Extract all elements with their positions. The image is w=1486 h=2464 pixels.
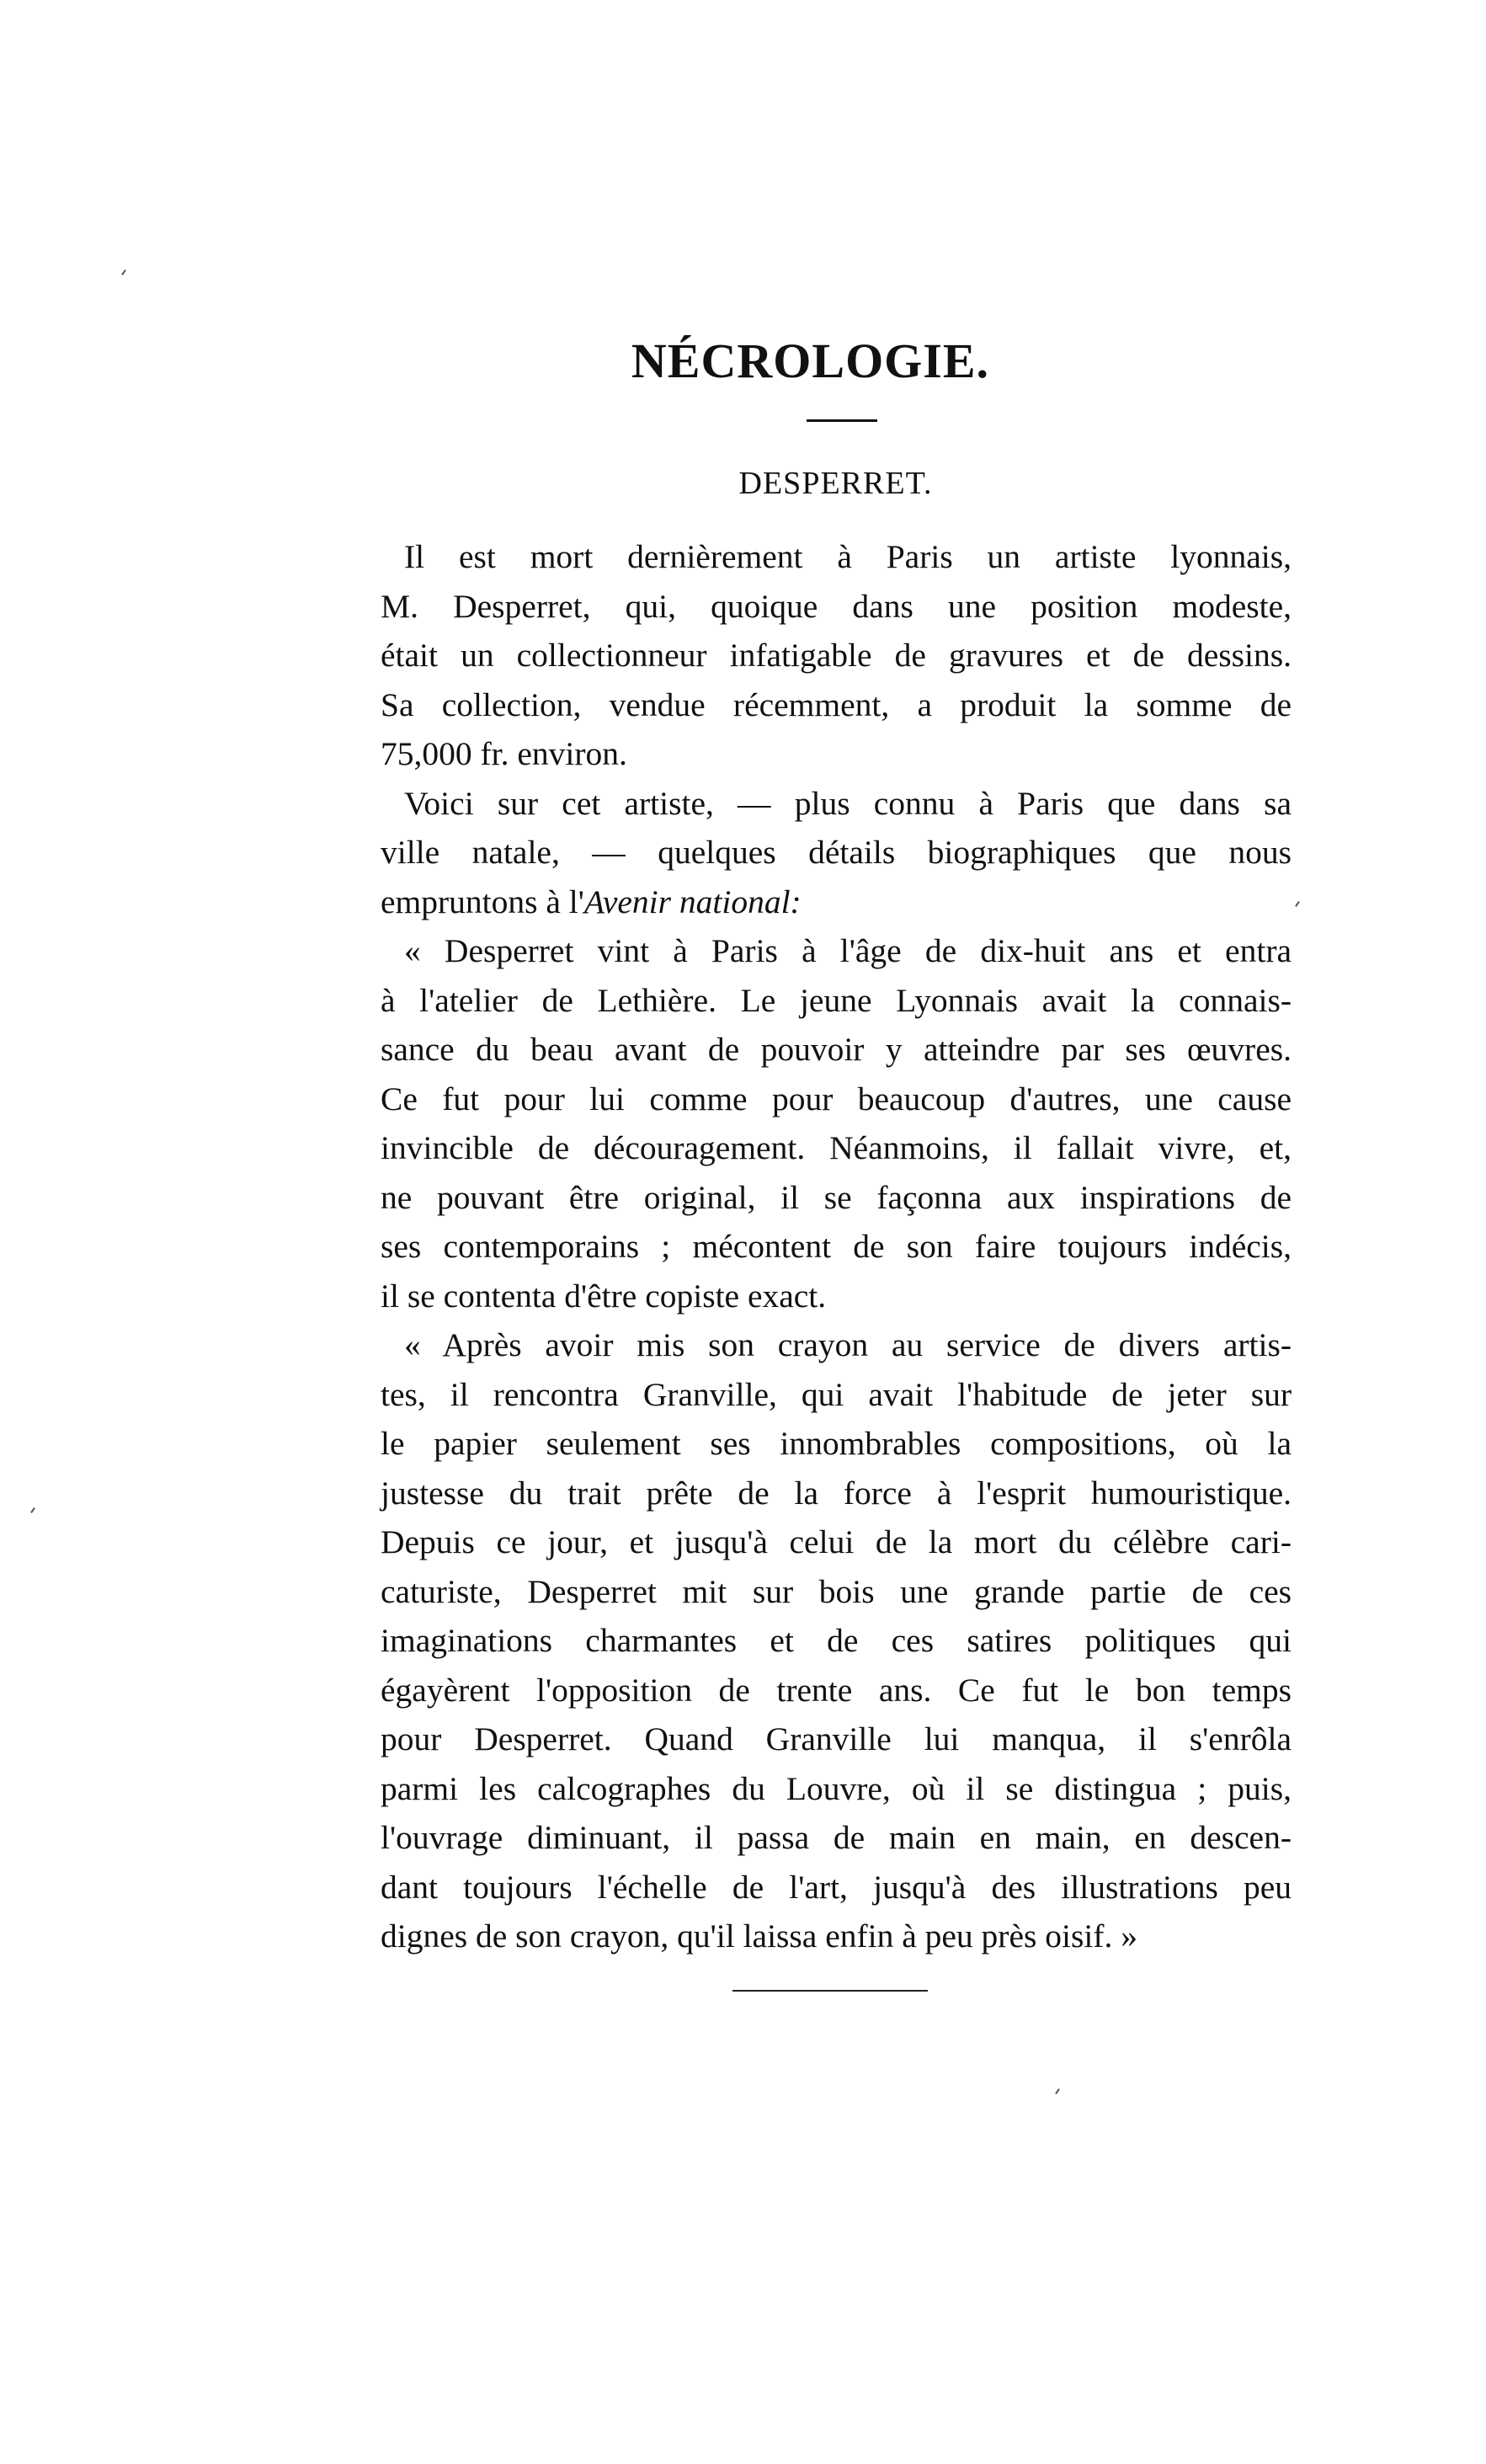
text-line: [381, 926, 1292, 976]
text-line-content: ville natale, — quelques détails biographiques que nous: [381, 834, 1292, 871]
text-line-content: Voici sur cet artiste, — plus connu à Paris que dans sa: [404, 784, 1292, 822]
section-subtitle: DESPERRET.: [738, 466, 933, 501]
page-title: NÉCROLOGIE.: [631, 333, 990, 388]
text-line-content: justesse du trait prête de la force à l'esprit humouristique.: [381, 1474, 1292, 1512]
text-line: [381, 1715, 1292, 1764]
text-line: [381, 729, 1292, 779]
text-line: [381, 1173, 1292, 1223]
text-line: [381, 1123, 1292, 1173]
text-line-content: pour Desperret. Quand Granville lui manqua, il s'enrôla: [381, 1720, 1292, 1757]
text-line: [381, 631, 1292, 680]
text-line-content: caturiste, Desperret mit sur bois une grande partie de ces: [381, 1572, 1292, 1610]
italic-source-name: Avenir national:: [583, 883, 802, 920]
closing-divider: [732, 1990, 928, 1992]
text-line: [381, 779, 1292, 829]
text-line: [381, 976, 1292, 1026]
text-line-content: Depuis ce jour, et jusqu'à celui de la mort du célèbre cari-: [381, 1523, 1292, 1560]
text-line: [381, 1517, 1292, 1567]
text-line: [381, 1567, 1292, 1617]
text-line-content: à l'atelier de Lethière. Le jeune Lyonnais avait la connais-: [381, 981, 1292, 1019]
text-line-content: égayèrent l'opposition de trente ans. Ce fut le bon temps: [381, 1671, 1292, 1709]
text-line-content: imaginations charmantes et de ces satires politiques qui: [381, 1622, 1292, 1659]
text-line: [381, 1075, 1292, 1124]
paper-speck: [121, 269, 126, 275]
text-line: [381, 1863, 1292, 1912]
text-line-content: ses contemporains ; mécontent de son faire toujours indécis,: [381, 1228, 1292, 1265]
text-line-content: Ce fut pour lui comme pour beaucoup d'autres, une cause: [381, 1080, 1292, 1117]
paper-speck: [1295, 901, 1300, 907]
text-line: [381, 1469, 1292, 1518]
paper-speck: [30, 1507, 35, 1513]
text-line-content: était un collectionneur infatigable de gravures et de dessins.: [381, 637, 1292, 674]
text-line-content: le papier seulement ses innombrables compositions, où la: [381, 1425, 1292, 1462]
text-line: [381, 1912, 1292, 1961]
text-line: [381, 1764, 1292, 1814]
text-line-content: 75,000 fr. environ.: [381, 735, 627, 772]
text-line-content: dant toujours l'échelle de l'art, jusqu'à des illustrations peu: [381, 1868, 1292, 1906]
article-body: [381, 532, 1292, 1961]
title-divider: [807, 419, 877, 422]
text-line-content: Il est mort dernièrement à Paris un artiste lyonnais,: [404, 538, 1292, 575]
text-line-content: tes, il rencontra Granville, qui avait l'habitude de jeter sur: [381, 1375, 1292, 1413]
text-line-content: l'ouvrage diminuant, il passa de main en main, en descen-: [381, 1819, 1292, 1856]
text-line: [381, 1666, 1292, 1715]
text-line-content: M. Desperret, qui, quoique dans une position modeste,: [381, 587, 1292, 625]
text-line: [381, 1616, 1292, 1666]
text-line: [381, 582, 1292, 632]
text-line: [381, 680, 1292, 730]
text-line-content: sance du beau avant de pouvoir y atteindre par ses œuvres.: [381, 1031, 1292, 1068]
text-line: [381, 1370, 1292, 1420]
text-line-content: dignes de son crayon, qu'il laissa enfin à peu près oisif. »: [381, 1917, 1137, 1955]
text-line-content: invincible de découragement. Néanmoins, il fallait vivre, et,: [381, 1129, 1292, 1166]
text-line-content: ne pouvant être original, il se façonna aux inspirations de: [381, 1178, 1292, 1216]
text-line: [381, 877, 1292, 927]
text-line-content: « Desperret vint à Paris à l'âge de dix-huit ans et entra: [404, 932, 1292, 969]
text-line: [381, 1272, 1292, 1321]
text-line: [381, 1025, 1292, 1075]
text-line: [381, 1813, 1292, 1863]
text-line-content: Sa collection, vendue récemment, a produit la somme de: [381, 685, 1292, 723]
text-line: [381, 828, 1292, 877]
text-line-content: « Après avoir mis son crayon au service de divers artis-: [404, 1326, 1292, 1363]
text-line-content: empruntons à l': [381, 883, 584, 920]
paper-speck: [1055, 2088, 1060, 2094]
text-line: [381, 1222, 1292, 1272]
text-line: [381, 1320, 1292, 1370]
text-line-content: parmi les calcographes du Louvre, où il se distingua ; puis,: [381, 1769, 1292, 1807]
text-line: [381, 532, 1292, 582]
text-line: [381, 1419, 1292, 1469]
text-line-content: il se contenta d'être copiste exact.: [381, 1277, 827, 1315]
